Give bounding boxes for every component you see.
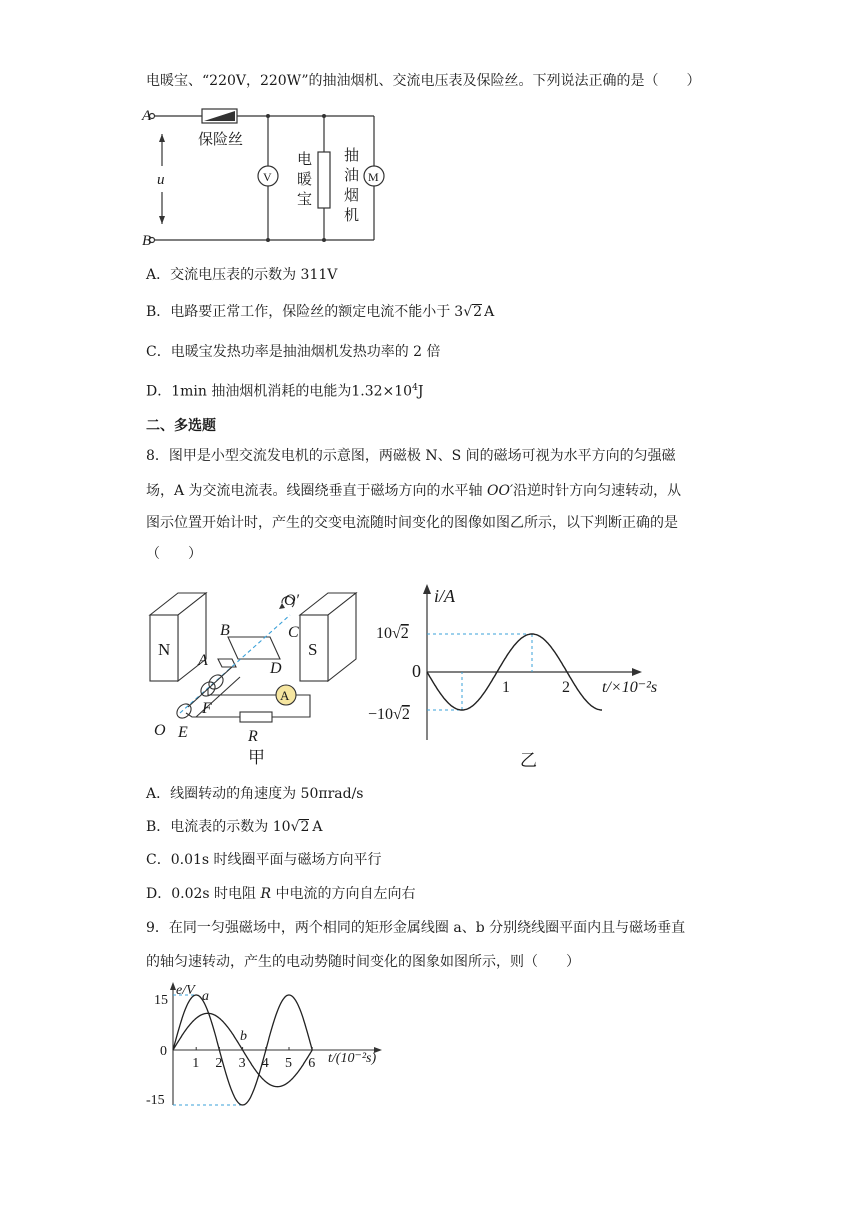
heater-char-1: 电 bbox=[297, 152, 313, 168]
terminal-b-label: B bbox=[142, 233, 152, 249]
chart-yi-xlabel: t/×10⁻²s bbox=[602, 679, 658, 696]
chart-yi-ytop: 10√2 bbox=[376, 625, 409, 642]
motor-symbol-label: M bbox=[368, 170, 379, 184]
ring-e-label: E bbox=[178, 724, 188, 741]
figure-jia-caption: 甲 bbox=[248, 748, 265, 767]
q8-axis-label: OO′ bbox=[487, 483, 514, 499]
q7-circuit-figure bbox=[142, 104, 382, 249]
q7-option-c: C．电暖宝发热功率是抽油烟机发热功率的 2 倍 bbox=[146, 344, 441, 360]
x-tick-label: 3 bbox=[238, 1056, 246, 1071]
chart-yi-tick-1: 1 bbox=[502, 679, 510, 696]
q9-emf-chart bbox=[140, 980, 400, 1110]
q8-line-3: 图示位置开始计时，产生的交变电流随时间变化的图像如图乙所示，以下判断正确的是 bbox=[146, 515, 678, 531]
q8-option-b-unit: A bbox=[312, 819, 323, 835]
section-heading: 二、多选题 bbox=[146, 418, 216, 434]
q8-current-chart bbox=[364, 580, 658, 770]
chart-q9-zero: 0 bbox=[160, 1044, 167, 1059]
chart-q9-ybot: -15 bbox=[146, 1093, 165, 1108]
coil-a-label: A bbox=[198, 652, 208, 669]
chart-q9-xlabel: t/(10⁻²s) bbox=[328, 1051, 377, 1066]
q8-option-d-text: D．0.02s 时电阻 bbox=[146, 886, 261, 902]
x-tick-label: 5 bbox=[285, 1056, 292, 1071]
coil-b-label: B bbox=[220, 622, 230, 639]
q9-line-1: 9．在同一匀强磁场中，两个相同的矩形金属线圈 a、b 分别绕线圈平面内且与磁场垂直 bbox=[146, 920, 686, 936]
q8-option-a: A．线圈转动的角速度为 50πrad/s bbox=[146, 786, 364, 802]
q9-line-2: 的轴匀速转动，产生的电动势随时间变化的图象如图所示，则（ ） bbox=[146, 954, 580, 970]
fan-char-3: 烟 bbox=[344, 188, 360, 204]
chart-yi-tick-2: 2 bbox=[562, 679, 570, 696]
figure-yi-caption: 乙 bbox=[520, 751, 537, 770]
q8-line-2-post: 沿逆时针方向匀速转动，从 bbox=[513, 483, 682, 499]
q7-option-d-value: 1.32×10 bbox=[351, 383, 413, 400]
x-tick-label: 4 bbox=[261, 1056, 269, 1071]
q8-option-b bbox=[146, 817, 323, 837]
chart-q9-ylabel: e/V bbox=[176, 983, 195, 998]
chart-yi-ylabel: i/A bbox=[434, 586, 455, 606]
q8-line-2-pre: 场，A 为交流电流表。线圈绕垂直于磁场方向的水平轴 bbox=[146, 483, 488, 499]
ring-f-label: F bbox=[202, 700, 212, 717]
coil-c-label: C bbox=[288, 624, 299, 641]
curve-b-label: b bbox=[240, 1029, 247, 1044]
x-tick-label: 1 bbox=[192, 1056, 200, 1071]
chart-yi-zero: 0 bbox=[412, 661, 421, 681]
fuse-label: 保险丝 bbox=[198, 132, 244, 148]
q8-option-b-text: B．电流表的示数为 10 bbox=[146, 819, 291, 835]
q7-option-d-unit: J bbox=[417, 383, 424, 400]
q7-option-d-exp: 4 bbox=[412, 383, 418, 393]
q8-option-d-r: R bbox=[260, 886, 272, 902]
q8-line-4: （ ） bbox=[146, 546, 202, 562]
axis-o-label: O bbox=[154, 722, 166, 739]
q8-line-2 bbox=[146, 481, 681, 501]
sqrt-sign: √ bbox=[290, 819, 300, 835]
q7-option-b-radicand: 2 bbox=[473, 304, 483, 320]
q8-option-d bbox=[146, 884, 415, 904]
terminal-a-label: A bbox=[142, 108, 152, 124]
fan-char-4: 机 bbox=[344, 208, 360, 224]
q7-option-b-coef: 3 bbox=[454, 304, 464, 320]
fan-char-1: 抽 bbox=[344, 148, 360, 164]
coil-d-label: D bbox=[270, 660, 282, 677]
x-tick-label: 2 bbox=[215, 1056, 223, 1071]
q8-line-1: 8．图甲是小型交流发电机的示意图，两磁极 N、S 间的磁场可视为水平方向的匀强磁 bbox=[146, 448, 676, 464]
q7-option-b-text: B．电路要正常工作，保险丝的额定电流不能小于 bbox=[146, 304, 451, 320]
q7-option-d-text: D．1min 抽油烟机消耗的电能为 bbox=[146, 383, 352, 400]
q8-option-d-post: 中电流的方向自左向右 bbox=[271, 886, 416, 902]
heater-char-2: 暖 bbox=[297, 172, 313, 188]
resistor-symbol bbox=[240, 712, 272, 722]
voltmeter-symbol-label: V bbox=[263, 170, 272, 184]
x-tick-label: 6 bbox=[308, 1056, 316, 1071]
q7-option-d bbox=[146, 378, 423, 402]
axis-o-prime-label: O′ bbox=[284, 592, 300, 609]
ammeter-label: A bbox=[280, 688, 290, 703]
magnet-s-label: S bbox=[308, 640, 318, 659]
chart-q9-ytop: 15 bbox=[154, 993, 168, 1008]
q7-stem: 电暖宝、“220V，220W”的抽油烟机、交流电压表及保险丝。下列说法正确的是（ ） bbox=[146, 73, 701, 89]
magnet-n-label: N bbox=[158, 640, 171, 659]
q7-option-a: A．交流电压表的示数为 311V bbox=[146, 267, 338, 283]
resistor-r-label: R bbox=[248, 728, 258, 745]
q7-option-b-unit: A bbox=[484, 304, 495, 320]
fan-char-2: 油 bbox=[344, 168, 360, 184]
heater-char-3: 宝 bbox=[297, 192, 313, 208]
q8-option-b-radicand: 2 bbox=[300, 819, 310, 835]
chart-yi-ybot: −10√2 bbox=[368, 706, 410, 723]
q8-generator-figure bbox=[148, 585, 348, 775]
sqrt-sign: √ bbox=[463, 304, 473, 320]
q7-option-b bbox=[146, 302, 494, 322]
curve-a-label: a bbox=[202, 989, 209, 1004]
q8-option-c: C．0.01s 时线圈平面与磁场方向平行 bbox=[146, 852, 382, 868]
voltage-u-label: u bbox=[157, 172, 165, 188]
